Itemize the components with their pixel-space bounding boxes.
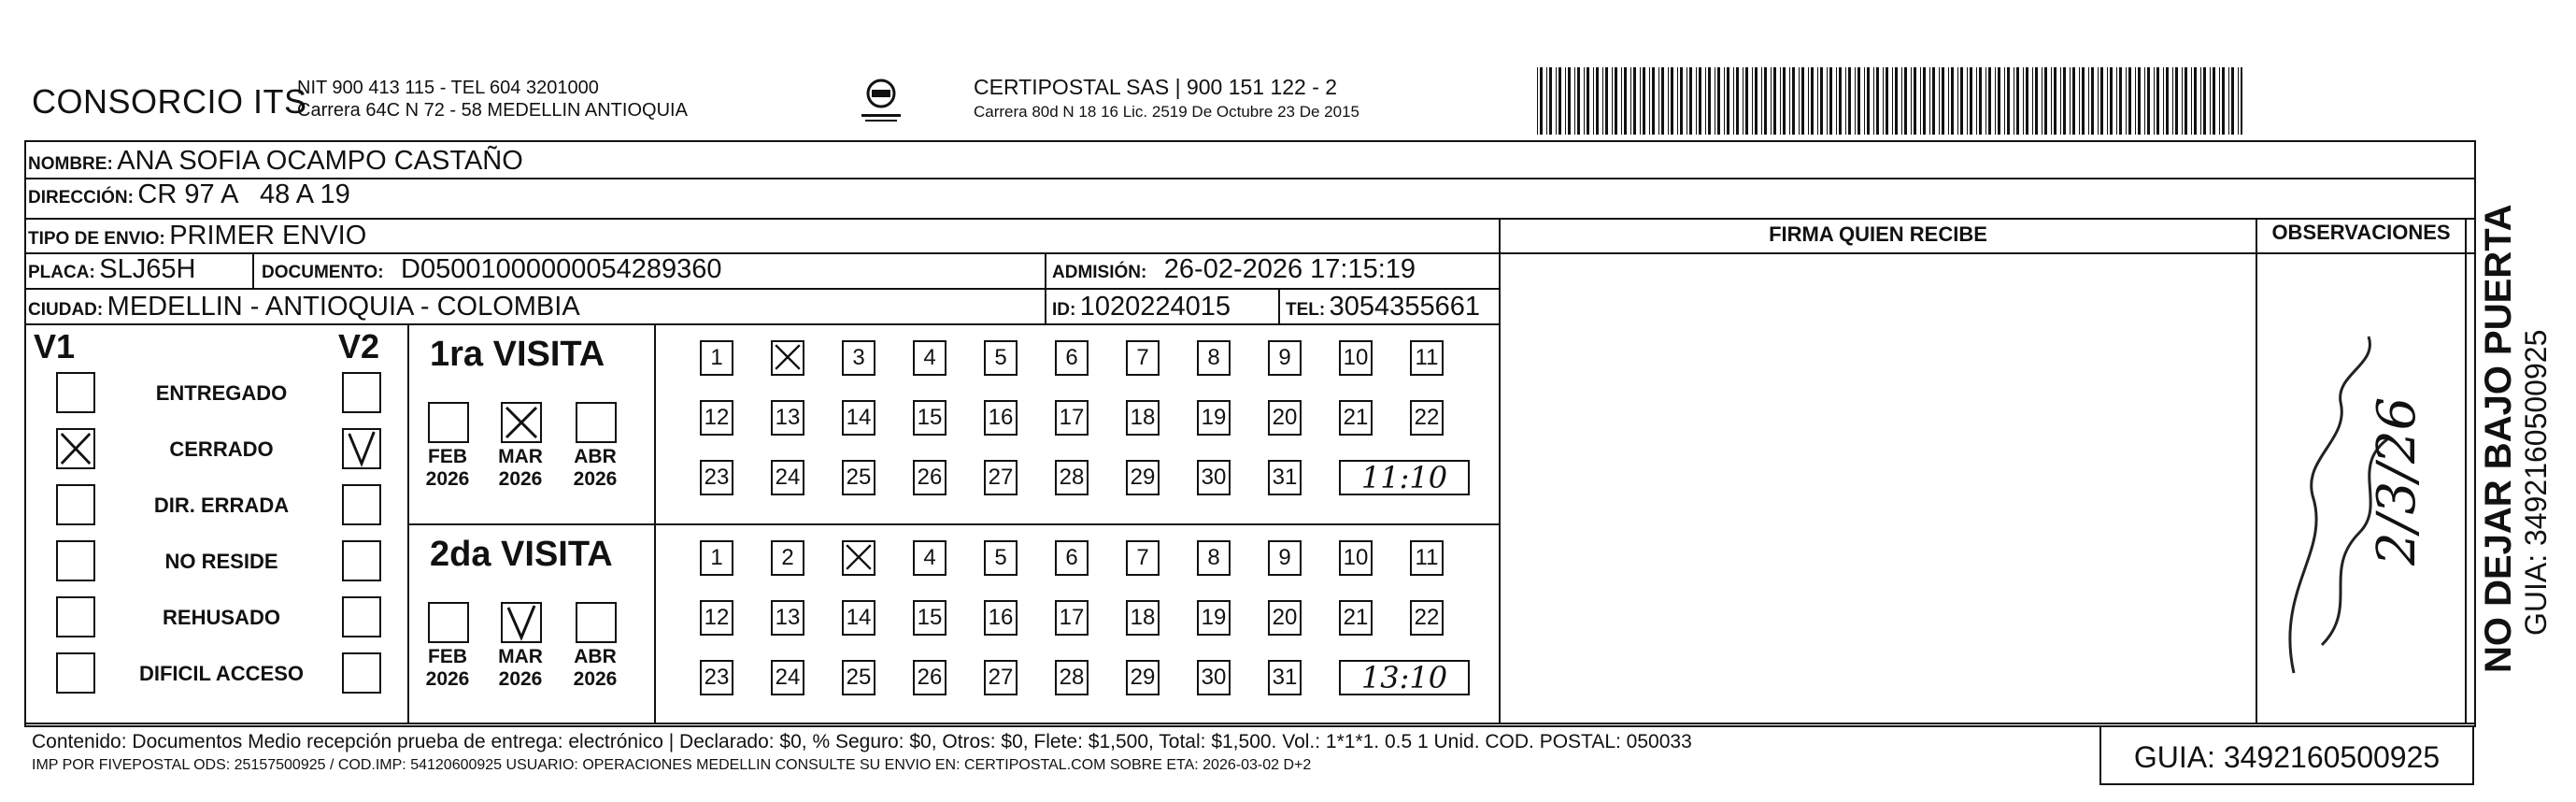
visit1-month-checkbox[interactable] (576, 402, 617, 443)
company-address: Carrera 64C N 72 - 58 MEDELLIN ANTIOQUIA (297, 100, 688, 121)
tel-row (1286, 292, 1480, 322)
v1-checkbox-2[interactable] (56, 428, 95, 469)
visit2-day-box[interactable]: 19 (1197, 600, 1231, 636)
observaciones-date: 2/3/26 (2367, 396, 2427, 566)
id-label: ID: (1052, 300, 1076, 320)
visit1-day-box[interactable]: 14 (842, 400, 875, 436)
side-guia: GUIA: 3492160500925 (2519, 329, 2553, 636)
visit2-day-box[interactable]: 18 (1126, 600, 1160, 636)
visit1-day-box[interactable]: 10 (1339, 340, 1373, 376)
visit1-day-box[interactable]: 8 (1197, 340, 1231, 376)
visit1-day-box[interactable]: 15 (913, 400, 946, 436)
guia-box (2099, 725, 2474, 785)
admision-row (1052, 254, 1416, 284)
visit2-day-box[interactable]: 5 (984, 540, 1018, 576)
ciudad-value: MEDELLIN - ANTIOQUIA - COLOMBIA (107, 292, 580, 322)
visit2-day-box[interactable]: 22 (1410, 600, 1444, 636)
tel-value: 3054355661 (1329, 292, 1480, 322)
id-row (1052, 292, 1231, 322)
v1-checkbox-6[interactable] (56, 652, 95, 694)
visit1-year-label: 2026 (425, 468, 470, 490)
visit2-day-box[interactable]: 21 (1339, 600, 1373, 636)
visit1-day-box[interactable]: 16 (984, 400, 1018, 436)
ciudad-row (28, 292, 580, 322)
id-value: 1020224015 (1079, 292, 1231, 322)
documento-row (262, 254, 722, 284)
v2-label: V2 (338, 327, 380, 365)
visit2-month-checkbox[interactable] (501, 602, 542, 643)
v2-checkbox-2[interactable] (342, 428, 381, 469)
visit2-month-label: ABR (574, 646, 617, 667)
direccion-label: DIRECCIÓN: (28, 188, 134, 208)
visit2-day-box[interactable]: 26 (913, 660, 946, 695)
visit1-day-box[interactable]: 25 (842, 460, 875, 495)
v2-checkbox-4[interactable] (342, 540, 381, 581)
v2-checkbox-6[interactable] (342, 652, 381, 694)
visit1-day-box[interactable]: 27 (984, 460, 1018, 495)
visit1-day-box[interactable]: 23 (700, 460, 733, 495)
visit1-year-label: 2026 (498, 468, 543, 490)
placa-value: SLJ65H (99, 254, 196, 284)
visit2-day-box[interactable]: 28 (1055, 660, 1089, 695)
visit1-year-label: 2026 (573, 468, 618, 490)
visit2-day-box[interactable]: 7 (1126, 540, 1160, 576)
footer-imp-line: IMP POR FIVEPOSTAL ODS: 25157500925 / COD.IMP: 54120600925 USUARIO: OPERACIONES MEDELLIN CONSULTE SU ENVIO EN: CERTIPOSTAL.COM SOBRE ETA: 2026-03-02 D+2 (32, 757, 1312, 773)
observaciones-label: OBSERVACIONES (2271, 221, 2451, 244)
visit2-month-checkbox[interactable] (576, 602, 617, 643)
visit1-day-box[interactable]: 24 (771, 460, 804, 495)
visit2-day-box[interactable] (842, 540, 875, 576)
nombre-label: NOMBRE: (28, 154, 113, 174)
visit1-month-label: MAR (498, 446, 543, 467)
visit1-day-box[interactable]: 28 (1055, 460, 1089, 495)
visit2-year-label: 2026 (498, 668, 543, 690)
certipostal-name: CERTIPOSTAL SAS | 900 151 122 - 2 (974, 75, 1338, 99)
tel-label: TEL: (1286, 300, 1326, 320)
nombre-row (28, 146, 523, 176)
visit1-day-box[interactable]: 22 (1410, 400, 1444, 436)
tipo-envio-label: TIPO DE ENVIO: (28, 229, 165, 249)
visit1-time-box[interactable]: 11:10 (1339, 460, 1470, 495)
visit1-day-box[interactable]: 11 (1410, 340, 1444, 376)
tipo-envio-value: PRIMER ENVIO (169, 221, 367, 251)
placa-row (28, 254, 195, 284)
visit2-day-box[interactable]: 13 (771, 600, 804, 636)
visit2-year-label: 2026 (573, 668, 618, 690)
side-warning: NO DEJAR BAJO PUERTA (2478, 204, 2519, 673)
visit1-day-box[interactable] (771, 340, 804, 376)
visit1-day-box[interactable]: 30 (1197, 460, 1231, 495)
visit1-day-box[interactable]: 3 (842, 340, 875, 376)
barcode (1537, 67, 2242, 135)
visit2-month-label: MAR (498, 646, 543, 667)
visit2-day-box[interactable]: 8 (1197, 540, 1231, 576)
status-option-label: CERRADO (169, 437, 274, 461)
visit2-day-box[interactable]: 23 (700, 660, 733, 695)
company-name: CONSORCIO ITS (32, 82, 307, 121)
status-option-label: DIR. ERRADA (153, 494, 290, 517)
status-option-label: REHUSADO (163, 606, 280, 629)
visit2-day-box[interactable]: 12 (700, 600, 733, 636)
visit1-day-box[interactable]: 17 (1055, 400, 1089, 436)
visit2-day-box[interactable]: 17 (1055, 600, 1089, 636)
visit2-day-box[interactable]: 16 (984, 600, 1018, 636)
v1-label: V1 (34, 327, 76, 365)
admision-label: ADMISIÓN: (1052, 263, 1147, 282)
visit2-day-box[interactable]: 2 (771, 540, 804, 576)
visit1-day-box[interactable]: 7 (1126, 340, 1160, 376)
visit2-day-box[interactable]: 20 (1268, 600, 1302, 636)
visit2-day-box[interactable]: 27 (984, 660, 1018, 695)
tipo-envio-row (28, 221, 366, 251)
visit1-day-box[interactable]: 20 (1268, 400, 1302, 436)
visit2-day-box[interactable]: 24 (771, 660, 804, 695)
visit1-day-box[interactable]: 29 (1126, 460, 1160, 495)
direccion-value: CR 97 A 48 A 19 (137, 179, 350, 209)
visit2-day-box[interactable]: 15 (913, 600, 946, 636)
v2-checkbox-3[interactable] (342, 484, 381, 525)
direccion-row (28, 179, 350, 209)
visit2-day-box[interactable]: 31 (1268, 660, 1302, 695)
visit1-day-box[interactable]: 13 (771, 400, 804, 436)
visit1-day-box[interactable]: 9 (1268, 340, 1302, 376)
v1-checkbox-3[interactable] (56, 484, 95, 525)
ciudad-label: CIUDAD: (28, 300, 104, 320)
status-option-label: NO RESIDE (164, 550, 278, 573)
visit2-day-box[interactable]: 30 (1197, 660, 1231, 695)
observaciones-signature (2266, 308, 2453, 682)
visit1-day-box[interactable]: 21 (1339, 400, 1373, 436)
visit1-month-checkbox[interactable] (428, 402, 469, 443)
guia-box-text: GUIA: 3492160500925 (2133, 740, 2441, 774)
visit2-day-box[interactable]: 29 (1126, 660, 1160, 695)
nombre-value: ANA SOFIA OCAMPO CASTAÑO (117, 146, 523, 176)
certipostal-address: Carrera 80d N 18 16 Lic. 2519 De Octubre 23 De 2015 (974, 103, 1359, 121)
documento-value: D05001000000054289360 (401, 254, 722, 284)
visit1-day-box[interactable]: 1 (700, 340, 733, 376)
visit2-day-box[interactable]: 11 (1410, 540, 1444, 576)
status-option-label: DIFICIL ACCESO (138, 662, 304, 685)
visit2-day-box[interactable]: 1 (700, 540, 733, 576)
v2-checkbox-1[interactable] (342, 372, 381, 413)
v2-checkbox-5[interactable] (342, 596, 381, 637)
visit2-day-box[interactable]: 14 (842, 600, 875, 636)
visit1-month-label: ABR (574, 446, 617, 467)
status-option-label: ENTREGADO (155, 381, 288, 405)
admision-value: 26-02-2026 17:15:19 (1163, 254, 1416, 284)
documento-label: DOCUMENTO: (262, 263, 384, 282)
firma-label: FIRMA QUIEN RECIBE (1769, 222, 1987, 246)
visit2-day-box[interactable]: 6 (1055, 540, 1089, 576)
visit2-day-box[interactable]: 4 (913, 540, 946, 576)
v1-checkbox-4[interactable] (56, 540, 95, 581)
visit1-day-box[interactable]: 6 (1055, 340, 1089, 376)
footer-content-line: Contenido: Documentos Medio recepción prueba de entrega: electrónico | Declarado: $0, % Seguro: $0, Otros: $0, Flete: $1,500, Total: $1,500. Vol.: 1*1*1. 0.5 1 Unid. COD. POSTAL: 050033 (32, 731, 1692, 752)
v1-checkbox-1[interactable] (56, 372, 95, 413)
certipostal-logo (858, 75, 904, 131)
visit1-month-checkbox[interactable] (501, 402, 542, 443)
company-nit: NIT 900 413 115 - TEL 604 3201000 (297, 78, 599, 98)
visit2-day-box[interactable]: 10 (1339, 540, 1373, 576)
placa-label: PLACA: (28, 263, 95, 282)
visit2-month-label: FEB (428, 646, 467, 667)
visit1-day-box[interactable]: 5 (984, 340, 1018, 376)
visit1-month-label: FEB (428, 446, 467, 467)
v1-checkbox-5[interactable] (56, 596, 95, 637)
visit2-title: 2da VISITA (430, 535, 613, 574)
visit2-day-box[interactable]: 25 (842, 660, 875, 695)
visit1-day-box[interactable]: 18 (1126, 400, 1160, 436)
visit2-day-box[interactable]: 9 (1268, 540, 1302, 576)
visit1-day-box[interactable]: 19 (1197, 400, 1231, 436)
visit1-day-box[interactable]: 31 (1268, 460, 1302, 495)
visit2-month-checkbox[interactable] (428, 602, 469, 643)
visit1-day-box[interactable]: 26 (913, 460, 946, 495)
visit1-day-box[interactable]: 12 (700, 400, 733, 436)
visit2-time-box[interactable]: 13:10 (1339, 660, 1470, 695)
visit1-title: 1ra VISITA (430, 335, 605, 374)
visit1-day-box[interactable]: 4 (913, 340, 946, 376)
visit2-year-label: 2026 (425, 668, 470, 690)
